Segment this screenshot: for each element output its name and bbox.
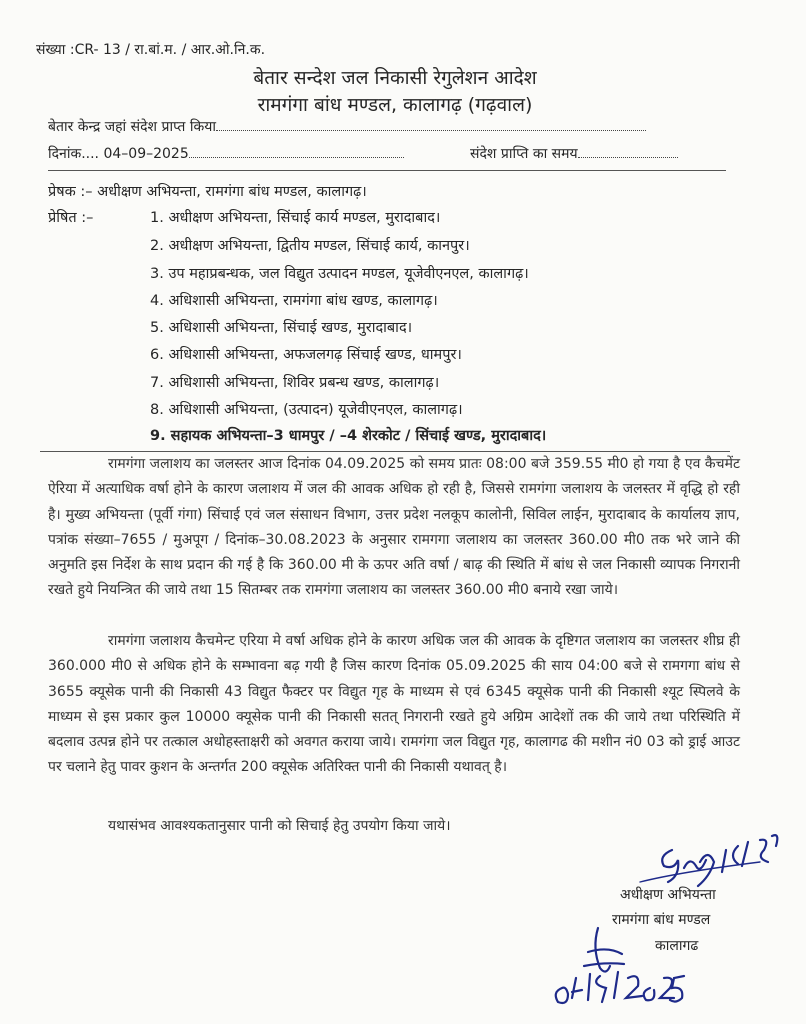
- recipient-item: 3. उप महाप्रबन्धक, जल विद्युत उत्पादन मण्डल, यूजेवीएनएल, कालागढ़।: [150, 266, 529, 282]
- receipt-time-label: संदेश प्राप्ति का समय: [470, 146, 578, 162]
- recipient-item: 1. अधीक्षण अभियन्ता, सिंचाई कार्य मण्डल, मुरादाबाद।: [150, 210, 441, 226]
- recipients-label: प्रेषित :–: [48, 210, 94, 226]
- reference-number: संख्या :CR- 13 / रा.बां.म. / आर.ओ.नि.क.: [36, 42, 266, 58]
- date-value: 04–09–2025: [103, 146, 189, 162]
- body-paragraph-1: रामगंगा जलाशय का जलस्तर आज दिनांक 04.09.2025 को समय प्रातः 08:00 बजे 359.55 मी0 हो गया है एव कैचमेंट ऐरिया में अत्याधिक वर्षा होने के कारण जलाशय में जल की आवक अधिक हो रही है, जिससे रामगंगा जलाशय के जलस्तर में वृद्धि हो रही है। मुख्य अभियन्ता (पूर्वी गंगा) सिंचाई एवं जल संसाधन विभाग, उत्तर प्रदेश नलकूप कालोनी, सिविल लाईन, मुरादाबाद के कार्यालय ज्ञाप, पत्रांक संख्या–7655 / मुअपूग / दिनांक–30.08.2023 के अनुसार रामगगा जलाशय का जलस्तर 360.00 मी0 तक भरे जाने की अनुमति इस निर्देश के साथ प्रदान की गई है कि 360.00 मी के ऊपर अति वर्षा / बाढ़ की स्थिति में बांध से जल निकासी व्यापक निगरानी रखते हुये नियन्त्रित की जाये तथा 15 सितम्बर तक रामगंगा जलाशय का जलस्तर 360.00 मी0 बनाये रखा जाये।: [48, 456, 740, 599]
- signatory-place: कालागढ: [655, 938, 699, 954]
- sender: प्रेषक :– अधीक्षण अभियन्ता, रामगंगा बांध मण्डल, कालागढ़।: [48, 184, 367, 200]
- document-subtitle: रामगंगा बांध मण्डल, कालागढ़ (गढ़वाल): [257, 94, 533, 116]
- document-title: बेतार सन्देश जल निकासी रेगुलेशन आदेश: [253, 67, 537, 89]
- recipient-item: 2. अधीक्षण अभियन्ता, द्वितीय मण्डल, सिंचाई कार्य, कानपुर।: [150, 238, 470, 254]
- recipient-item: 5. अधिशासी अभियन्ता, सिंचाई खण्ड, मुरादाबाद।: [150, 320, 413, 336]
- recipient-item: 9. सहायक अभियन्ता–3 धामपुर / –4 शेरकोट / सिंचाई खण्ड, मुरादाबाद।: [150, 428, 547, 444]
- date-signature: [556, 928, 684, 1003]
- date-label: दिनांक....: [48, 146, 100, 162]
- recipient-item: 6. अधिशासी अभियन्ता, अफजलगढ़ सिंचाई खण्ड, धामपुर।: [150, 347, 462, 363]
- recipient-item: 4. अधिशासी अभियन्ता, रामगंगा बांध खण्ड, कालागढ़।: [150, 293, 438, 309]
- signatory-office: रामगंगा बांध मण्डल: [612, 912, 711, 928]
- body-paragraph-3: यथासंभव आवश्यकतानुसार पानी को सिचाई हेतु उपयोग किया जाये।: [108, 818, 451, 834]
- body-paragraph-2: रामगंगा जलाशय कैचमेन्ट एरिया मे वर्षा अधिक होने के कारण अधिक जल की आवक के दृष्टिगत जलाशय का जलस्तर शीघ्र ही 360.000 मी0 से अधिक होने के सम्भावना बढ़ गयी है जिस कारण दिनांक 05.09.2025 की साय 04:00 बजे से रामगगा बांध से 3655 क्यूसेक पानी की निकासी 43 विद्युत फैक्टर पर विद्युत गृह के माध्यम से एवं 6345 क्यूसेक पानी की निकासी श्यूट स्पिलवे के माध्यम से इस प्रकार कुल 10000 क्यूसेक पानी की निकासी सतत् निगरानी रखते हुये अग्रिम आदेशों तक की जाये तथा परिस्थिति में बदलाव उत्पन्न होने पर तत्काल अधोहस्ताक्षरी को अवगत कराया जाये। रामगंगा जल विद्युत गृह, कालागढ की मशीन नं0 03 को ड्राई आउट पर चलाने हेतु पावर कुशन के अन्तर्गत 200 क्यूसेक अतिरिक्त पानी की निकासी यथावत् है।: [48, 633, 740, 776]
- recipient-item: 7. अधिशासी अभियन्ता, शिविर प्रबन्ध खण्ड, कालागढ़।: [150, 375, 440, 391]
- recipient-item: 8. अधिशासी अभियन्ता, (उत्पादन) यूजेवीएनएल, कालागढ़।: [150, 402, 463, 418]
- officer-signature: [640, 835, 777, 886]
- signatory-designation: अधीक्षण अभियन्ता: [620, 887, 716, 903]
- received-at-label: बेतार केन्द्र जहां संदेश प्राप्त किया: [48, 119, 216, 135]
